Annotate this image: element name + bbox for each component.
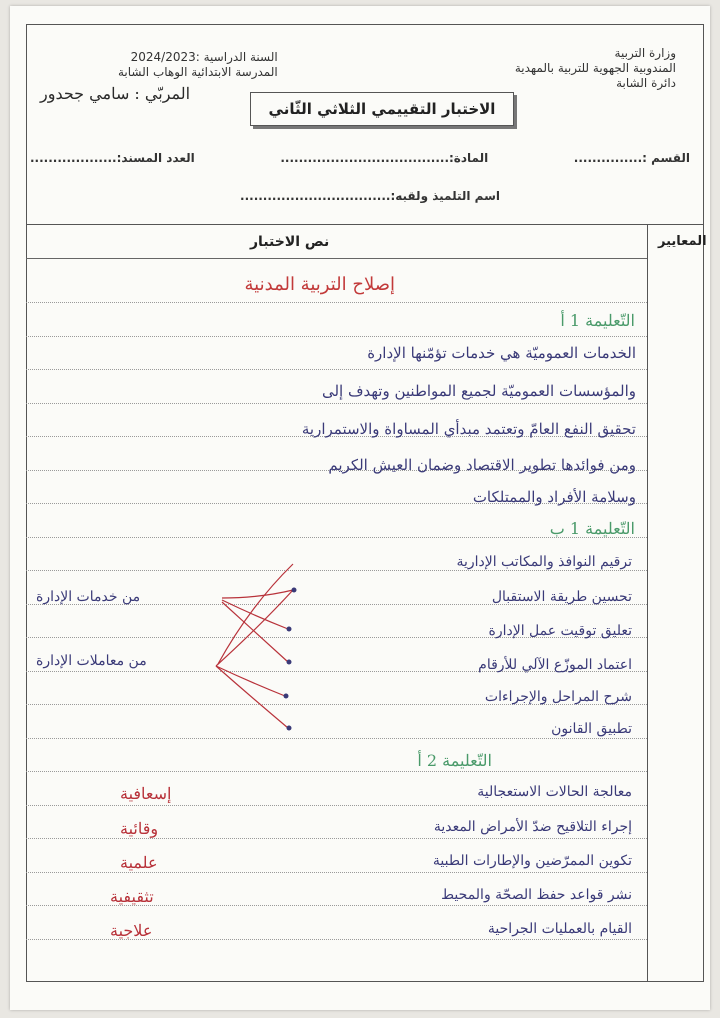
paragraph-line-2: والمؤسسات العموميّة لجميع المواطنين وتهدف إلى [321,382,636,400]
instruction-1b-heading: التّعليمة 1 ب [549,519,635,538]
student-name-field: اسم التلميذ ولقبه:................................. [240,189,500,203]
answer-2-4: تثقيفية [110,887,154,906]
exam-title: الاختبار التقييمي الثلاثي الثّاني [250,92,514,126]
list2-item-5: القيام بالعمليات الجراحية [487,921,632,937]
directorate-label: المندوبية الجهوية للتربية بالمهدية [514,61,676,75]
list1-item-2: تحسين طريقة الاستقبال [491,589,632,605]
instruction-2a-heading: التّعليمة 2 أ [417,751,492,770]
answer-2-2: وقائية [120,819,159,838]
paragraph-line-1: الخدمات العموميّة هي خدمات تؤمّنها الإدارة [367,344,636,362]
district-label: دائرة الشابة [616,76,676,90]
answer-2-3: علمية [120,853,158,872]
teacher-name: المربّي : سامي جحدور [40,84,191,103]
list1-item-1: ترقيم النوافذ والمكاتب الإدارية [456,554,632,570]
school-year-label: السنة الدراسية :2024/2023 [130,50,278,64]
school-name-label: المدرسة الابتدائية الوهاب الشابة [118,65,278,79]
list2-item-2: إجراء التلاقيح ضدّ الأمراض المعدية [433,819,632,835]
column-header-criteria: المعايير [658,234,707,249]
link-line [218,564,293,664]
link-line [222,600,288,629]
answer-2-5: علاجية [110,921,153,940]
link-line [222,602,288,662]
category-transactions: من معاملات الإدارة [36,653,147,669]
instruction-1a-heading: التّعليمة 1 أ [560,311,635,330]
list1-item-4: اعتماد الموزّع الآلي للأرقام [478,657,632,673]
match-dot [287,660,292,665]
match-dot [292,588,297,593]
link-line [216,666,285,696]
paragraph-line-4: ومن فوائدها تطوير الاقتصاد وضمان العيش الكريم [328,456,636,474]
match-dot [284,694,289,699]
answer-2-1: إسعافية [120,784,172,803]
ministry-label: وزارة التربية [614,46,676,60]
answer-title: إصلاح التربية المدنية [244,274,395,295]
list2-item-3: تكوين الممرّضين والإطارات الطبية [432,853,632,869]
list1-item-3: تعليق توقيت عمل الإدارة [488,623,632,639]
link-line [216,666,288,728]
link-line [216,590,293,666]
subject-field: المادة:..................................... [280,151,489,165]
list2-item-4: نشر قواعد حفظ الصحّة والمحيط [441,887,632,903]
column-header-text: نص الاختبار [250,234,330,250]
category-services: من خدمات الإدارة [36,589,141,605]
assigned-score-field: العدد المسند:................... [30,151,195,165]
list1-item-5: شرح المراحل والإجراءات [484,689,632,705]
match-dot [287,627,292,632]
list2-item-1: معالجة الحالات الاستعجالية [477,784,632,800]
list1-item-6: تطبيق القانون [551,721,632,737]
link-line [222,590,293,598]
exam-sheet [10,6,710,1010]
paragraph-line-5: وسلامة الأفراد والممتلكات [472,488,636,506]
match-dot [287,726,292,731]
section-field: القسم :............... [573,151,690,165]
paragraph-line-3: تحقيق النفع العامّ وتعتمد مبدأي المساواة والاستمرارية [301,420,636,438]
